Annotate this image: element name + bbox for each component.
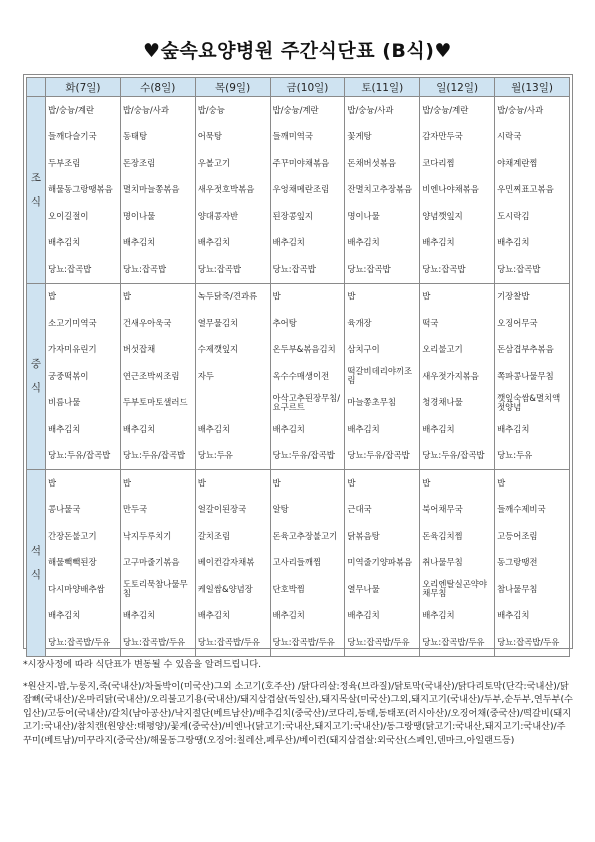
day-menu-cell [420,283,495,470]
menu-item: 당뇨:두유 [497,450,533,461]
meal-label-char: 식 [30,568,42,581]
menu-item: 연근조박씨조림 [122,370,180,381]
menu-item: 오리엔탈실곤약야채무침 [422,579,487,599]
menu-item: 소고기미역국 [48,317,97,328]
menu-item: 당뇨:두유/잡곡밥 [347,450,410,461]
day-header: 화(7일) [46,78,121,97]
menu-item: 배추김치 [197,237,231,248]
day-menu-cell [120,470,195,657]
menu-item: 돈삼겹부추볶음 [497,344,554,355]
menu-item: 배추김치 [48,423,81,434]
menu-item: 밥 [272,477,281,488]
day-menu-cell [46,97,121,284]
meal-label [27,97,46,284]
menu-item [196,390,270,417]
menu-item: 쪽파콩나물무침 [497,370,554,381]
menu-item: 건새우아욱국 [122,317,172,328]
menu-item: 당뇨:잡곡밥/두유 [197,636,260,647]
menu-item: 열무나물 [347,583,380,594]
menu-item: 오리불고기 [422,344,463,355]
menu-item: 배추김치 [422,237,455,248]
menu-item: 밥/숭늉 [197,104,225,115]
menu-item: 당뇨:두유 [197,450,233,461]
menu-item: 배추김치 [347,423,380,434]
menu-item: 새우젓가지볶음 [422,370,479,381]
menu-item: 열무물김치 [197,317,239,328]
day-header: 일(12일) [420,78,495,97]
menu-item: 밥 [347,291,356,302]
menu-item: 청경채나물 [422,397,463,408]
page-title: ♥숲속요양병원 주간식단표 (B식)♥ [143,40,452,62]
day-menu-cell [120,97,195,284]
menu-item: 두부조림 [48,157,81,168]
menu-item: 당뇨:잡곡밥 [122,263,167,274]
menu-item: 당뇨:두유/잡곡밥 [422,450,485,461]
menu-item: 기장찰밥 [497,291,530,302]
menu-item: 해물동그랑땡볶음 [48,184,113,195]
menu-item: 당뇨:두유/잡곡밥 [48,450,111,461]
menu-item: 배추김치 [347,237,380,248]
meal-label-char: 중 [30,358,42,371]
menu-body [27,97,570,657]
menu-item: 다시마양배추쌈 [48,583,105,594]
menu-item: 당뇨:잡곡밥/두유 [122,636,186,647]
menu-item: 온두부&볶음김치 [272,344,336,355]
day-menu-cell [495,97,570,284]
menu-item: 추어탕 [272,317,297,328]
menu-item: 베이컨감자채볶 [197,557,255,568]
menu-item: 들깨미역국 [272,131,313,142]
menu-item: 미역줄기양파볶음 [347,557,413,568]
menu-item: 밥/숭늉/계란 [422,104,469,115]
menu-item: 당뇨:잡곡밥 [497,263,541,274]
menu-item: 양대콩자반 [197,210,239,221]
meal-row [27,470,570,657]
day-menu-cell [345,97,420,284]
menu-item: 당뇨:잡곡밥 [197,263,241,274]
menu-item: 밥/숭늉/계란 [272,104,319,115]
menu-item: 오이길절이 [48,210,89,221]
menu-item: 만두국 [122,504,148,515]
menu-item: 배추김치 [272,423,305,434]
menu-item: 케일쌈&양념장 [197,583,253,594]
menu-item: 가자미유린기 [48,344,97,355]
menu-item: 해물빽빽된장 [48,557,97,568]
menu-item: 두부토마토샐러드 [122,397,188,408]
menu-item: 배추김치 [497,610,530,621]
day-menu-cell [495,283,570,470]
menu-item: 도시락김 [497,210,530,221]
menu-item: 시락국 [497,131,522,142]
menu-item: 비엔나야채볶음 [422,184,479,195]
menu-item: 아삭고추된장무침/요구르트 [272,392,341,412]
menu-item: 밥 [497,477,506,488]
menu-item: 고등어조림 [497,530,538,541]
day-menu-cell [195,283,270,470]
menu-item: 취나물무침 [422,557,463,568]
notice-text: *시장사정에 따라 식단표가 변동될 수 있음을 알려드립니다. [23,659,262,670]
menu-item: 낙지두루치기 [122,530,172,541]
day-menu-cell [120,283,195,470]
day-menu-cell [195,97,270,284]
menu-item: 밥/숭늉/사과 [497,104,544,115]
menu-item: 녹두닭죽/견과류 [197,291,258,302]
menu-item: 당뇨:잡곡밥 [347,263,391,274]
menu-item: 당뇨:잡곡밥/두유 [497,636,560,647]
menu-item: 밥 [122,291,131,302]
menu-item: 닭볶음탕 [347,530,380,541]
day-header: 금(10일) [270,78,345,97]
menu-table-frame [23,74,573,649]
weekly-menu-table [26,77,570,657]
menu-item: 돈채버섯볶음 [347,157,396,168]
menu-item: 멸치마늘쫑볶음 [122,184,180,195]
menu-item: 깻잎숙쌈&멸치액젓양념 [497,392,561,412]
menu-item: 배추김치 [272,237,305,248]
menu-item: 옥수수매생이전 [272,370,330,381]
day-menu-cell [420,470,495,657]
menu-item: 얼갈이된장국 [197,504,247,515]
menu-item: 콩나물국 [48,504,81,515]
day-header: 토(11일) [345,78,420,97]
menu-item: 배추김치 [122,237,156,248]
menu-item: 알탕 [272,504,289,515]
menu-item: 밥/숭늉/사과 [122,104,169,115]
menu-item: 오징어무국 [497,317,538,328]
menu-item: 배추김치 [497,237,530,248]
meal-label [27,470,46,657]
menu-item: 배추김치 [422,610,455,621]
meal-row [27,97,570,284]
menu-item: 배추김치 [197,423,231,434]
menu-item: 수제깻잎지 [197,344,239,355]
menu-item: 단호박찜 [272,583,305,594]
menu-item: 떡갈비데리야끼조림 [347,366,413,386]
menu-item: 북어채무국 [422,504,463,515]
day-menu-cell [420,97,495,284]
menu-item: 버섯잡채 [122,344,156,355]
origin-text: *원산지-밥,누룽지,죽(국내산)/차돌박이(미국산)그외 소고기(호주산) /닭다리살:정육(브라질)/닭토막(국내산)/닭다리토막(단각:국내산)/닭잡뼈(국내산)/온마리닭(국내산)/오리불고기용(국내산)/돼지삼겹살(독일산),돼지목살(미국산)그외,돼지고기(국내산)/두부,순두부,연두부(수입산)/고등어(국내산)/갈치(남아공산)/낙지절단(베트남산)/배추김치(중국산)/코다리,동태,동태포(러시아산)/오징어채(중국산)/떡갈비(돼지고기:국내산)/참치캔(원양산:태평양)/꽃게(중국산)/비엔나(닭고기:국내산,돼지고기:국내산)/동그랑땡(닭고기:국내산,돼지고기:국내산)/주꾸미(베트남)/미꾸라지(중국산)/해물동그랑땡(오징어:칠레산,페루산)/베이컨(돼지삼겹살:외국산(스페인,덴마크,아일랜드등) [23,680,573,746]
menu-item: 주꾸미야채볶음 [272,157,330,168]
menu-item: 우민찌표고볶음 [497,184,554,195]
day-menu-cell [46,470,121,657]
menu-item: 당뇨:잡곡밥 [272,263,316,274]
menu-item: 코다리찜 [422,157,455,168]
menu-item: 당뇨:잡곡밥/두유 [48,636,111,647]
menu-item: 된장콩잎지 [272,210,313,221]
menu-item: 당뇨:두유/잡곡밥 [272,450,335,461]
menu-item: 고사리들깨찜 [272,557,322,568]
menu-item: 밥 [422,477,431,488]
menu-item: 배추김치 [122,423,156,434]
menu-item: 근대국 [347,504,372,515]
menu-item: 들깨수제비국 [497,504,546,515]
menu-item: 잔멸치고추장볶음 [347,184,413,195]
menu-item: 우볼고기 [197,157,231,168]
menu-item: 야채계란찜 [497,157,538,168]
meal-label-char: 조 [30,171,42,184]
menu-item: 당뇨:잡곡밥/두유 [347,636,410,647]
menu-item: 밥 [347,477,356,488]
menu-item: 떡국 [422,317,439,328]
menu-item: 배추김치 [197,610,231,621]
menu-item: 배추김치 [422,423,455,434]
menu-item: 밥 [272,291,281,302]
day-header-row [27,78,570,97]
day-menu-cell [46,283,121,470]
menu-item: 궁중떡볶이 [48,370,89,381]
menu-item: 배추김치 [272,610,305,621]
menu-item: 고구마줄기볶음 [122,557,180,568]
menu-item: 배추김치 [497,423,530,434]
menu-item: 들깨다슬기국 [48,131,97,142]
menu-item: 자두 [197,370,214,381]
day-header: 수(8일) [120,78,195,97]
menu-item: 돈육김치찜 [422,530,463,541]
menu-item: 배추김치 [48,237,81,248]
menu-item: 참나물무침 [497,583,538,594]
menu-item: 밥/숭늉/사과 [347,104,394,115]
menu-item: 밥 [48,477,57,488]
day-header: 목(9일) [195,78,270,97]
menu-item: 명이나물 [122,210,156,221]
menu-item: 밥/숭늉/계란 [48,104,95,115]
menu-item: 감자만두국 [422,131,463,142]
menu-item: 육개장 [347,317,372,328]
menu-item: 당뇨:잡곡밥/두유 [422,636,485,647]
menu-item: 배추김치 [122,610,156,621]
menu-item: 밥 [422,291,431,302]
day-header: 월(13일) [495,78,570,97]
meal-label-char: 식 [30,382,42,395]
menu-item: 마늘쫑초무침 [347,397,396,408]
meal-label-char: 석 [30,544,42,557]
menu-item: 동태탕 [122,131,148,142]
menu-item: 꽃게탕 [347,131,372,142]
day-menu-cell [270,97,345,284]
day-menu-cell [495,470,570,657]
menu-item: 새우젓호박볶음 [197,184,255,195]
notes-section [23,658,573,756]
menu-item: 배추김치 [347,610,380,621]
menu-item: 당뇨:잡곡밥 [48,263,92,274]
menu-item: 도토리묵참나물무침 [122,579,188,599]
day-menu-cell [270,283,345,470]
menu-item: 배추김치 [48,610,81,621]
menu-item: 당뇨:잡곡밥 [422,263,466,274]
menu-item: 삼치구이 [347,344,380,355]
menu-item: 갈치조림 [197,530,231,541]
corner-cell [27,78,46,97]
menu-item: 명이나물 [347,210,380,221]
meal-row [27,283,570,470]
menu-item: 간장돈불고기 [48,530,97,541]
menu-item: 동그랑땡전 [497,557,538,568]
menu-item: 돈육고추장불고기 [272,530,338,541]
day-menu-cell [195,470,270,657]
menu-item: 당뇨:두유/잡곡밥 [122,450,186,461]
menu-item: 돈장조림 [122,157,156,168]
day-menu-cell [345,283,420,470]
meal-label [27,283,46,470]
menu-item: 밥 [197,477,206,488]
menu-item: 어묵탕 [197,131,222,142]
day-menu-cell [270,470,345,657]
menu-item: 양념깻잎지 [422,210,463,221]
menu-item: 우엉채메란조림 [272,184,330,195]
menu-item: 밥 [48,291,57,302]
menu-item: 비름나물 [48,397,81,408]
menu-item: 밥 [122,477,131,488]
menu-item: 당뇨:잡곡밥/두유 [272,636,335,647]
day-menu-cell [345,470,420,657]
meal-label-char: 식 [30,195,42,208]
